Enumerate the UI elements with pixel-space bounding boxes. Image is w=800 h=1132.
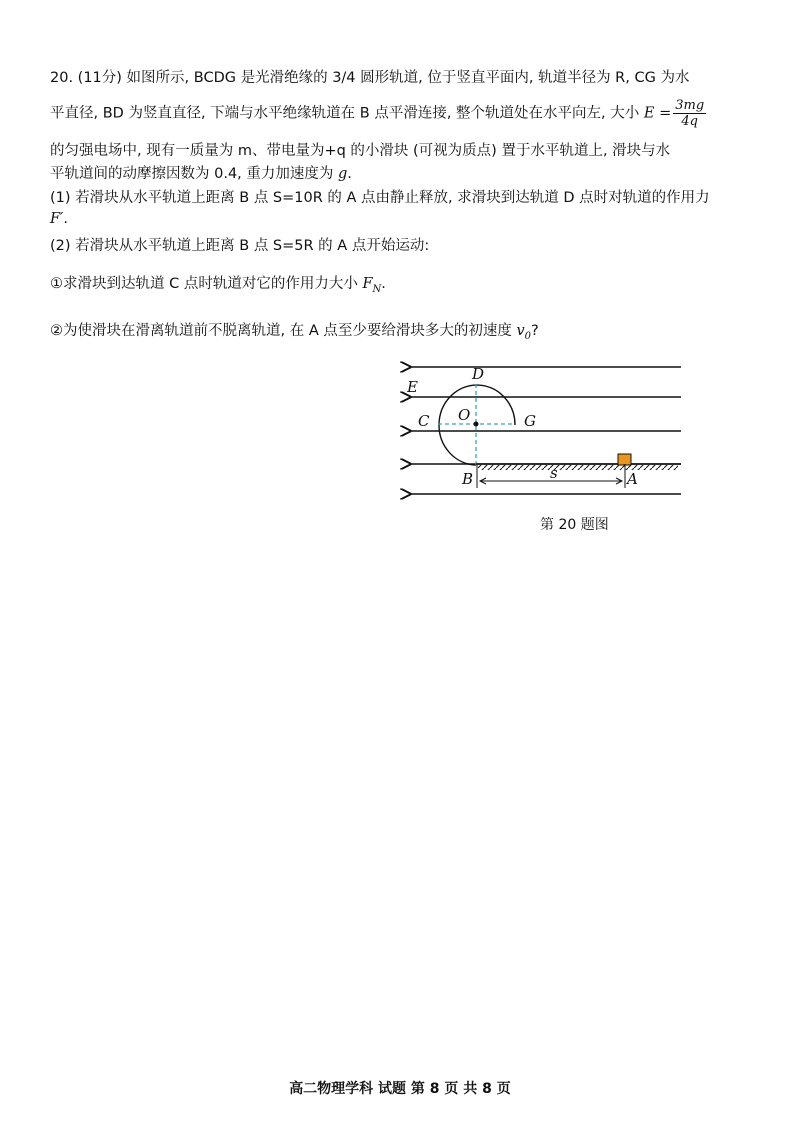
- label-g: G: [524, 412, 536, 430]
- part-2-text: (2) 若滑块从水平轨道上距离 B 点 S=5R 的 A 点开始运动:: [50, 238, 430, 254]
- part-1-text: (1) 若滑块从水平轨道上距离 B 点 S=10R 的 A 点由静止释放, 求滑块到达轨道 D 点时对轨道的作用力: [50, 190, 710, 206]
- ground-hatching: [478, 465, 678, 470]
- gravity-symbol: g: [338, 166, 348, 182]
- label-o: O: [458, 406, 471, 424]
- problem-text: 平轨道间的动摩擦因数为 0.4, 重力加速度为: [50, 166, 334, 182]
- subquestion-2-text: ②为使滑块在滑离轨道前不脱离轨道, 在 A 点至少要给滑块多大的初速度: [50, 323, 512, 339]
- label-d: D: [472, 365, 485, 383]
- label-e: E: [407, 378, 418, 396]
- punctuation: .: [381, 276, 386, 292]
- problem-line-3: [50, 141, 670, 161]
- problem-text: 的匀强电场中, 现有一质量为 m、带电量为+q 的小滑块 (可视为质点) 置于水平轨道上, 滑块与水: [50, 143, 671, 159]
- part-2-line: [50, 236, 429, 256]
- label-a: A: [627, 470, 638, 488]
- center-point: [474, 422, 479, 427]
- normal-force-symbol: F: [362, 276, 373, 292]
- problem-intro-text: 20. (11分) 如图所示, BCDG 是光滑绝缘的 3/4 圆形轨道, 位于竖直平面内, 轨道半径为 R, CG 为水: [50, 70, 690, 86]
- fraction-denominator: 4q: [681, 114, 698, 129]
- problem-line-1: [50, 68, 689, 88]
- initial-velocity-subscript: 0: [524, 330, 532, 342]
- problem-line-4: [50, 164, 352, 184]
- subquestion-2-line: [50, 321, 539, 347]
- field-fraction: [673, 98, 706, 129]
- normal-force-subscript: N: [372, 283, 382, 295]
- part-1-line: [50, 188, 710, 208]
- punctuation: .: [63, 211, 68, 227]
- physics-diagram: [400, 360, 685, 500]
- slider-block: [618, 454, 631, 465]
- field-symbol: E =: [643, 105, 672, 122]
- problem-text: 平直径, BD 为竖直直径, 下端与水平绝缘轨道在 B 点平滑连接, 整个轨道处在水平向左, 大小: [50, 105, 640, 122]
- label-s: s: [550, 464, 558, 482]
- label-c: C: [418, 412, 430, 430]
- subquestion-1-line: [50, 274, 386, 300]
- force-symbol: F′: [50, 211, 64, 227]
- fraction-numerator: 3mg: [675, 98, 705, 113]
- page-footer: 高二物理学科 试题 第 8 页 共 8 页: [289, 1081, 511, 1097]
- initial-velocity-symbol: v: [516, 323, 525, 339]
- figure-caption: 第 20 题图: [540, 517, 609, 533]
- label-b: B: [462, 470, 474, 488]
- punctuation: .: [347, 166, 352, 182]
- subquestion-1-text: ①求滑块到达轨道 C 点时轨道对它的作用力大小: [50, 276, 358, 292]
- part-1-line-2: [50, 209, 68, 229]
- punctuation: ?: [531, 323, 539, 339]
- problem-line-2: [50, 98, 708, 129]
